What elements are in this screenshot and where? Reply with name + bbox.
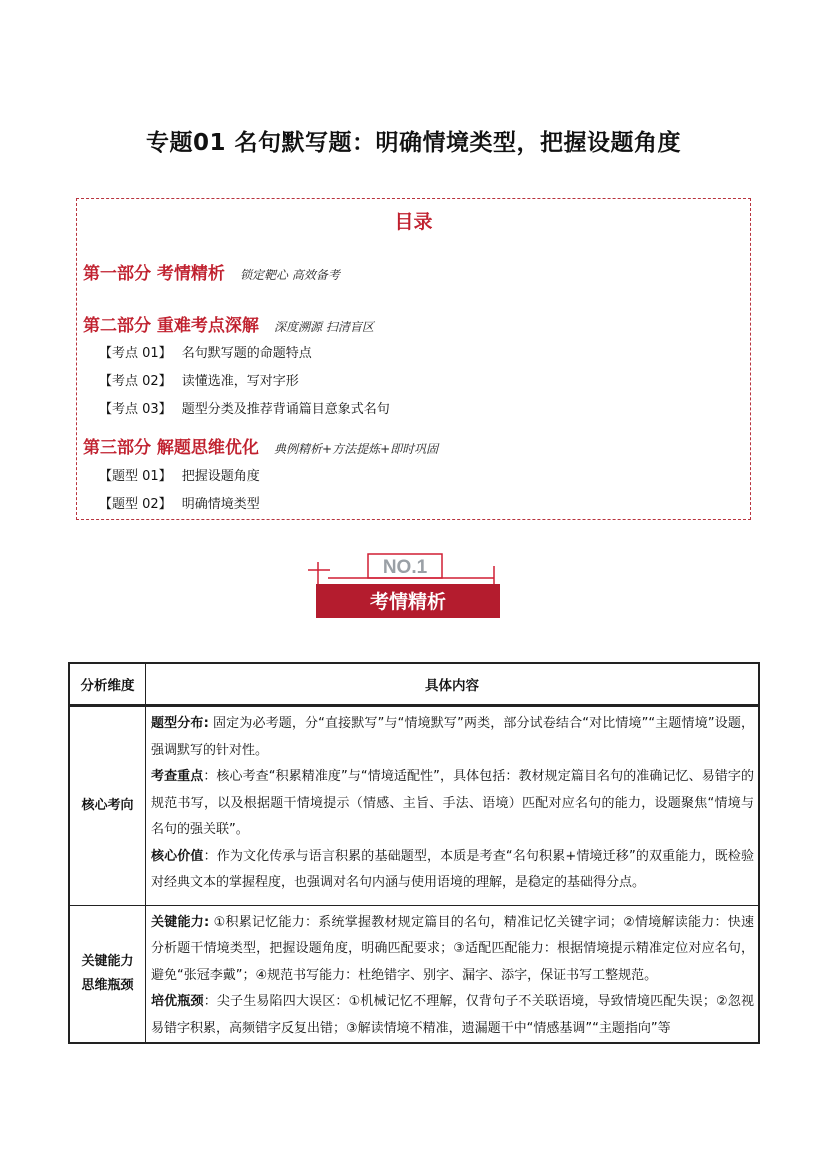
toc-heading: 目录 [394,211,433,233]
paragraph-label: 核心价值 [151,848,204,864]
toc-part-subtitle: 锁定靶心 高效备考 [240,268,340,282]
toc-item-tag: 【考点 03】 [99,402,172,417]
analysis-table [68,662,760,1044]
toc-item-text: 读懂选准，写对字形 [181,374,299,389]
banner-number: NO.1 [382,557,428,578]
toc-item-text: 名句默写题的命题特点 [181,346,312,361]
page-title: 专题01 名句默写题：明确情境类型，把握设题角度 [145,130,681,156]
toc-item-text: 题型分类及推荐背诵篇目意象式名句 [181,402,390,417]
content-paragraph [151,989,754,1042]
toc-part-heading: 第一部分 考情精析 [83,264,225,284]
banner-label: 考情精析 [369,591,447,613]
table-row [69,905,759,1043]
paragraph-text: 固定为必考题，分“直接默写”与“情境默写”两类，部分试卷结合“对比情境”“主题情境”设题，强调默写的针对性。 [151,716,754,758]
toc-item[interactable] [99,370,299,389]
paragraph-label: 培优瓶颈 [151,994,204,1009]
toc-part-subtitle: 深度溯源 扫清盲区 [274,320,374,334]
toc-item-tag: 【题型 02】 [99,497,172,512]
paragraph-text: ：核心考查“积累精准度”与“情境适配性”，具体包括：教材规定篇目名句的准确记忆、易错字的规范书写，以及根据题干情境提示（情感、主旨、手法、语境）匹配对应名句的能力，设题聚焦“情境与名句的强关联”。 [151,769,754,837]
paragraph-text: ：尖子生易陷四大误区：①机械记忆不理解，仅背句子不关联语境，导致情境匹配失误；②忽视易错字积累，高频错字反复出错；③解读情境不精准，遗漏题干中“情感基调”“主题指向”等 [151,994,754,1036]
row-dimension: 核心考向 [69,706,146,906]
toc-part-3[interactable] [83,433,438,458]
toc-part-2[interactable] [83,311,374,336]
content-paragraph [151,910,754,990]
table-header: 具体内容 [146,663,760,706]
toc-part-heading: 第二部分 重难考点深解 [83,316,259,336]
content-paragraph [151,764,754,844]
table-header-row [69,663,759,706]
toc-item[interactable] [99,398,390,417]
toc-part-subtitle: 典例精析+方法提炼+即时巩固 [274,442,439,456]
paragraph-label: 考查重点 [151,769,204,784]
row-content [146,706,760,906]
toc-item-tag: 【考点 01】 [99,346,172,361]
row-dimension: 关键能力 思维瓶颈 [69,905,146,1043]
toc-item-tag: 【考点 02】 [99,374,172,389]
content-paragraph [151,844,754,897]
paragraph-text: ：作为文化传承与语言积累的基础题型，本质是考查“名句积累+情境迁移”的双重能力，既检验对经典文本的掌握程度，也强调对名句内涵与使用语境的理解，是稳定的基础得分点。 [151,848,754,890]
paragraph-label: 关键能力: [151,914,210,930]
toc-part-heading: 第三部分 解题思维优化 [83,438,259,458]
table-header: 分析维度 [69,663,146,706]
toc-item[interactable] [99,493,260,512]
content-paragraph [151,711,754,764]
row-content [146,905,760,1043]
paragraph-text: ①积累记忆能力：系统掌握教材规定篇目的名句，精准记忆关键字词；②情境解读能力：快速分析题干情境类型，把握设题角度，明确匹配要求；③适配匹配能力：根据情境提示精准定位对应名句，避免“张冠李戴”；④规范书写能力：杜绝错字、别字、漏字、添字，保证书写工整规范。 [151,914,754,983]
section-banner [308,552,508,624]
paragraph-label: 题型分布: [151,716,209,731]
toc-item[interactable] [99,465,260,484]
table-row [69,706,759,906]
toc-item-text: 把握设题角度 [181,469,260,484]
toc-item[interactable] [99,342,312,361]
toc-item-tag: 【题型 01】 [99,469,172,484]
toc-part-1[interactable] [83,259,340,284]
toc-item-text: 明确情境类型 [181,497,260,512]
table-of-contents [76,198,751,520]
